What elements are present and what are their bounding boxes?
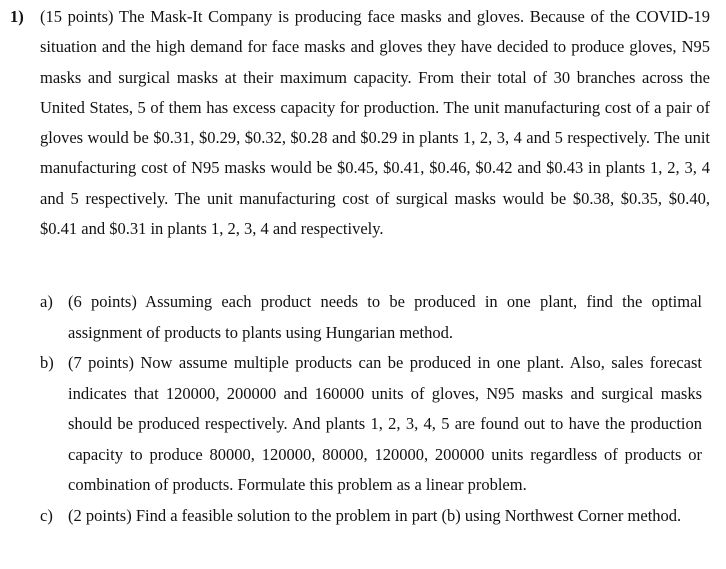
problem-parts [40, 287, 702, 531]
part-b-text: (7 points) Now assume multiple products can be produced in one plant. Also, sales forecast indicates that 120000, 200000 and 160000 units of gloves, N95 masks and surgical masks should be produced respectively. And plants 1, 2, 3, 4, 5 are found out to have the production capacity to produce 80000, 120000, 80000, 120000, 200000 units regardless of products or combination of products. Formulate this problem as a linear problem. [68, 353, 702, 494]
part-c-text: (2 points) Find a feasible solution to the problem in part (b) using Northwest Corner method. [68, 505, 682, 525]
part-c-label: c) [40, 505, 53, 525]
part-c [40, 501, 702, 532]
problem-1 [10, 2, 710, 244]
part-b [40, 348, 702, 501]
part-a-label: a) [40, 292, 53, 311]
problem-number: 1) [10, 7, 24, 26]
part-a [40, 287, 702, 348]
problem-statement: (15 points) The Mask-It Company is producing face masks and gloves. Because of the COVID-19 situation and the high demand for face masks and gloves they have decided to produce gloves, N95 masks and surgical masks at their maximum capacity. From their total of 30 branches across the United States, 5 of them has excess capacity for production. The unit manufacturing cost of a pair of gloves would be $0.31, $0.29, $0.32, $0.28 and $0.29 in plants 1, 2, 3, 4 and 5 respectively. The unit manufacturing cost of N95 masks would be $0.45, $0.41, $0.46, $0.42 and $0.43 in plants 1, 2, 3, 4 and 5 respectively. The unit manufacturing cost of surgical masks would be $0.38, $0.35, $0.40, $0.41 and $0.31 in plants 1, 2, 3, 4 and respectively. [40, 7, 710, 239]
part-a-text: (6 points) Assuming each product needs to be produced in one plant, find the optimal assignment of products to plants using Hungarian method. [68, 292, 702, 342]
part-b-label: b) [40, 353, 54, 372]
